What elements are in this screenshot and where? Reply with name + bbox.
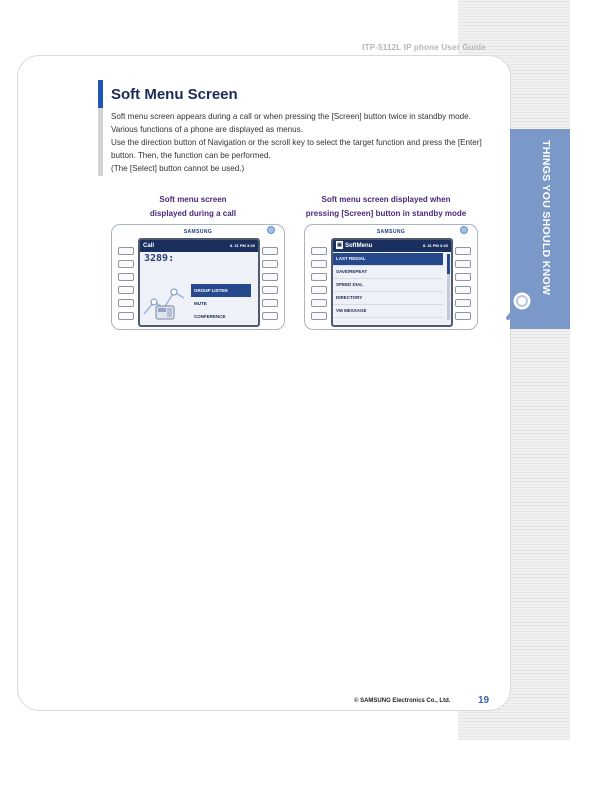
soft-key[interactable] xyxy=(118,299,134,307)
soft-key[interactable] xyxy=(311,247,327,255)
menu-item-vm-message[interactable]: VM MESSAGE xyxy=(333,305,443,318)
status-led xyxy=(267,226,275,234)
title-accent-bar xyxy=(98,80,103,108)
screen-time: 8. 31 PM 3:30 xyxy=(229,243,255,248)
caption-call xyxy=(128,193,258,221)
menu-item-save-repeat[interactable]: SAVE/REPEAT xyxy=(333,266,443,279)
paragraph: Use the direction button of Navigation or the scroll key to select the target function and press the [Enter] button. Then, the function can be performed. xyxy=(111,138,482,160)
page-title: Soft Menu Screen xyxy=(111,86,238,103)
menu-item-conference[interactable]: CONFERENCE xyxy=(194,314,226,319)
soft-key[interactable] xyxy=(455,286,471,294)
magnifier-icon xyxy=(500,285,540,325)
soft-key[interactable] xyxy=(455,260,471,268)
soft-key[interactable] xyxy=(455,312,471,320)
soft-key[interactable] xyxy=(118,286,134,294)
side-tab-label: THINGS YOU SHOULD KNOW xyxy=(540,140,552,296)
soft-key[interactable] xyxy=(455,247,471,255)
caption-standby xyxy=(286,193,486,221)
soft-key[interactable] xyxy=(118,247,134,255)
soft-key[interactable] xyxy=(455,273,471,281)
caption-line: pressing [Screen] button in standby mode xyxy=(305,209,467,218)
soft-key[interactable] xyxy=(262,312,278,320)
softmenu-icon: ▣ xyxy=(337,242,342,249)
menu-item-group-listen[interactable]: GROUP LISTEN xyxy=(191,284,251,297)
menu-item-directory[interactable]: DIRECTORY xyxy=(333,292,443,305)
soft-menu-list xyxy=(333,253,443,318)
soft-key[interactable] xyxy=(311,260,327,268)
soft-key[interactable] xyxy=(262,273,278,281)
phone-display-standby xyxy=(304,224,478,330)
screen-title: SoftMenu xyxy=(345,243,373,249)
soft-key[interactable] xyxy=(262,260,278,268)
paragraph: (The [Select] button cannot be used.) xyxy=(111,164,245,173)
soft-key[interactable] xyxy=(118,273,134,281)
copyright: © SAMSUNG Electronics Co., Ltd. xyxy=(354,698,451,704)
right-soft-keys xyxy=(262,247,278,325)
brand-logo: SAMSUNG xyxy=(183,229,213,235)
caption-line: Soft menu screen xyxy=(159,195,227,204)
soft-key[interactable] xyxy=(311,273,327,281)
scrollbar-thumb[interactable] xyxy=(447,254,450,274)
brand-logo: SAMSUNG xyxy=(376,229,406,235)
left-soft-keys xyxy=(118,247,134,325)
caption-line: displayed during a call xyxy=(149,209,237,218)
screen-title-bar xyxy=(333,240,451,252)
body-text xyxy=(111,110,486,175)
screen-time: 8. 31 PM 3:30 xyxy=(422,243,448,248)
guide-title: ITP-5112L IP phone User Guide xyxy=(362,43,486,52)
menu-item-mute[interactable]: MUTE xyxy=(194,301,207,306)
dialed-number: 3289: xyxy=(144,253,175,264)
desk-phone-icon xyxy=(142,284,188,322)
lcd-screen xyxy=(331,238,453,327)
soft-key[interactable] xyxy=(262,286,278,294)
call-soft-menu xyxy=(191,284,251,323)
menu-item-speed-dial[interactable]: SPEED DIAL xyxy=(333,279,443,292)
screen-title-bar xyxy=(140,240,258,252)
lcd-screen xyxy=(138,238,260,327)
left-soft-keys xyxy=(311,247,327,325)
soft-key[interactable] xyxy=(455,299,471,307)
soft-key[interactable] xyxy=(118,312,134,320)
soft-key[interactable] xyxy=(262,247,278,255)
body-accent-bar xyxy=(98,108,103,176)
soft-key[interactable] xyxy=(311,286,327,294)
soft-key[interactable] xyxy=(311,312,327,320)
right-soft-keys xyxy=(455,247,471,325)
page-number: 19 xyxy=(478,695,490,706)
soft-key[interactable] xyxy=(311,299,327,307)
status-led xyxy=(460,226,468,234)
soft-key[interactable] xyxy=(262,299,278,307)
screen-title: Call xyxy=(143,243,155,249)
caption-line: Soft menu screen displayed when xyxy=(321,195,451,204)
phone-display-call xyxy=(111,224,285,330)
soft-key[interactable] xyxy=(118,260,134,268)
paragraph: Soft menu screen appears during a call or when pressing the [Screen] button twice in standby mode. Various functions of a phone are displayed as menus. xyxy=(111,112,471,134)
menu-item-last-redial[interactable]: LAST REDIAL xyxy=(333,253,443,266)
